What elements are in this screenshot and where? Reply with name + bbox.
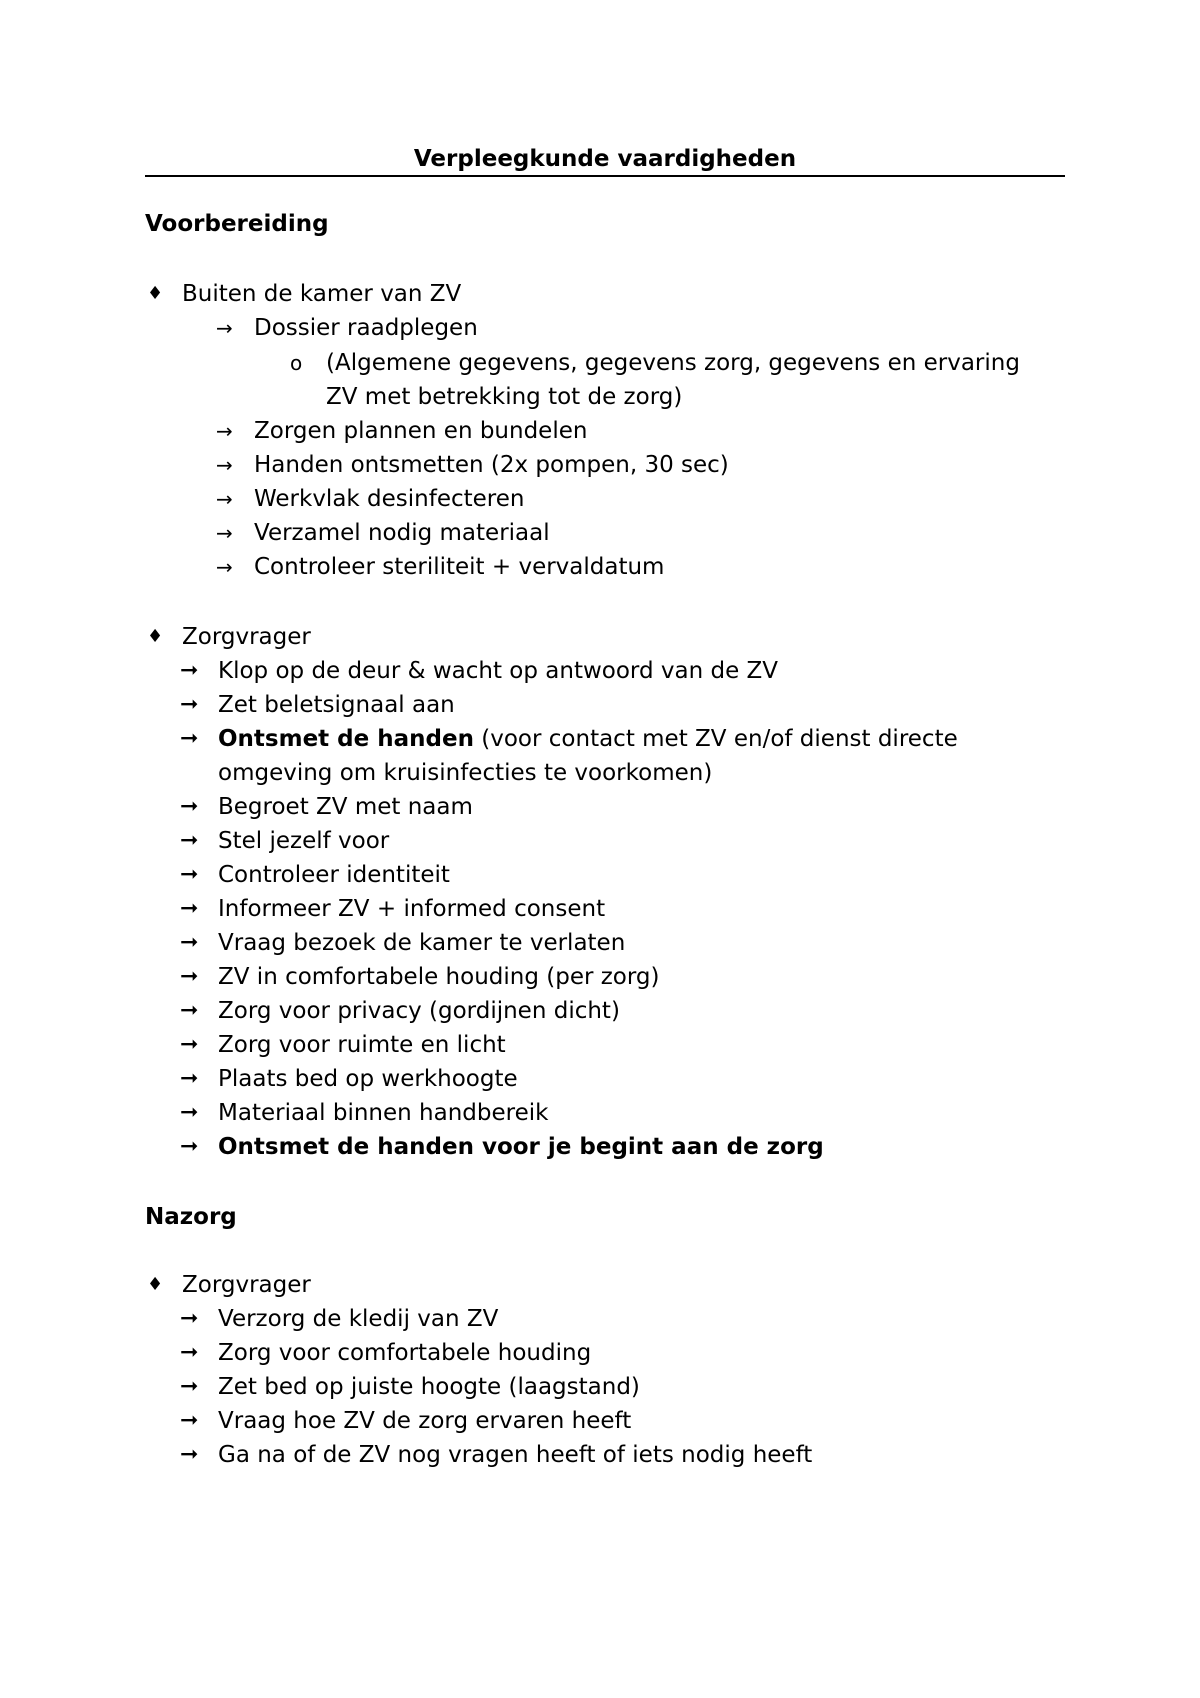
list-item: Controleer identiteit xyxy=(218,862,450,888)
arrow-bullet-icon: ➞ xyxy=(180,964,199,989)
list-item: Verzorg de kledij van ZV xyxy=(218,1306,499,1332)
arrow-bullet-icon: ➞ xyxy=(180,794,199,819)
list-item: Plaats bed op werkhoogte xyxy=(218,1066,518,1092)
list-item: Werkvlak desinfecteren xyxy=(254,486,525,512)
diamond-bullet-icon: ♦ xyxy=(147,283,164,304)
arrow-bullet-icon: ➞ xyxy=(180,1306,199,1331)
list-item: Zorg voor comfortabele houding xyxy=(218,1340,592,1366)
bold-text: Ontsmet de handen xyxy=(218,726,474,752)
diamond-bullet-icon: ♦ xyxy=(147,626,164,647)
list-item: Handen ontsmetten (2x pompen, 30 sec) xyxy=(254,452,729,478)
arrow-bullet-icon: ➞ xyxy=(180,862,199,887)
arrow-bullet-icon: ➞ xyxy=(180,1100,199,1125)
list-item xyxy=(218,722,958,756)
list-item: Ga na of de ZV nog vragen heeft of iets nodig heeft xyxy=(218,1442,813,1468)
arrow-bullet-icon: → xyxy=(216,316,233,340)
arrow-bullet-icon: ➞ xyxy=(180,1408,199,1433)
bullet-item: Zorgvrager xyxy=(182,1272,311,1298)
arrow-bullet-icon: ➞ xyxy=(180,1134,199,1159)
section-heading-nazorg: Nazorg xyxy=(145,1204,237,1230)
list-item: Ontsmet de handen voor je begint aan de zorg xyxy=(218,1134,824,1160)
arrow-bullet-icon: ➞ xyxy=(180,998,199,1023)
arrow-bullet-icon: ➞ xyxy=(180,726,199,751)
arrow-bullet-icon: → xyxy=(216,453,233,477)
bullet-item: Zorgvrager xyxy=(182,624,311,650)
arrow-bullet-icon: ➞ xyxy=(180,930,199,955)
list-item: Dossier raadplegen xyxy=(254,315,478,341)
list-item: (Algemene gegevens, gegevens zorg, gegevens en ervaring xyxy=(326,350,1020,376)
arrow-bullet-icon: → xyxy=(216,419,233,443)
diamond-bullet-icon: ♦ xyxy=(147,1274,164,1295)
arrow-bullet-icon: → xyxy=(216,555,233,579)
arrow-bullet-icon: ➞ xyxy=(180,1374,199,1399)
list-item: Materiaal binnen handbereik xyxy=(218,1100,549,1126)
section-heading-voorbereiding: Voorbereiding xyxy=(145,211,329,237)
list-item: omgeving om kruisinfecties te voorkomen) xyxy=(218,760,713,786)
list-item: ZV in comfortabele houding (per zorg) xyxy=(218,964,660,990)
list-item: Stel jezelf voor xyxy=(218,828,390,854)
arrow-bullet-icon: ➞ xyxy=(180,828,199,853)
inline-text: (voor contact met ZV en/of dienst directe xyxy=(473,726,958,752)
list-item: Zet beletsignaal aan xyxy=(218,692,455,718)
arrow-bullet-icon: ➞ xyxy=(180,692,199,717)
list-item: Verzamel nodig materiaal xyxy=(254,520,550,546)
list-item: Begroet ZV met naam xyxy=(218,794,473,820)
arrow-bullet-icon: ➞ xyxy=(180,1340,199,1365)
list-item: Controleer steriliteit + vervaldatum xyxy=(254,554,665,580)
list-item: Klop op de deur & wacht op antwoord van de ZV xyxy=(218,658,779,684)
arrow-bullet-icon: ➞ xyxy=(180,1442,199,1467)
circle-bullet-icon: o xyxy=(290,351,303,375)
list-item: Zorgen plannen en bundelen xyxy=(254,418,588,444)
title-underline xyxy=(145,175,1065,177)
page-title: Verpleegkunde vaardigheden xyxy=(413,146,797,172)
list-item: Informeer ZV + informed consent xyxy=(218,896,606,922)
arrow-bullet-icon: → xyxy=(216,521,233,545)
list-item: Vraag hoe ZV de zorg ervaren heeft xyxy=(218,1408,632,1434)
list-item: Zorg voor ruimte en licht xyxy=(218,1032,506,1058)
arrow-bullet-icon: → xyxy=(216,487,233,511)
bullet-item: Buiten de kamer van ZV xyxy=(182,281,462,307)
arrow-bullet-icon: ➞ xyxy=(180,896,199,921)
arrow-bullet-icon: ➞ xyxy=(180,658,199,683)
list-item: Vraag bezoek de kamer te verlaten xyxy=(218,930,626,956)
arrow-bullet-icon: ➞ xyxy=(180,1032,199,1057)
list-item: Zorg voor privacy (gordijnen dicht) xyxy=(218,998,620,1024)
arrow-bullet-icon: ➞ xyxy=(180,1066,199,1091)
list-item: ZV met betrekking tot de zorg) xyxy=(326,384,683,410)
list-item: Zet bed op juiste hoogte (laagstand) xyxy=(218,1374,640,1400)
